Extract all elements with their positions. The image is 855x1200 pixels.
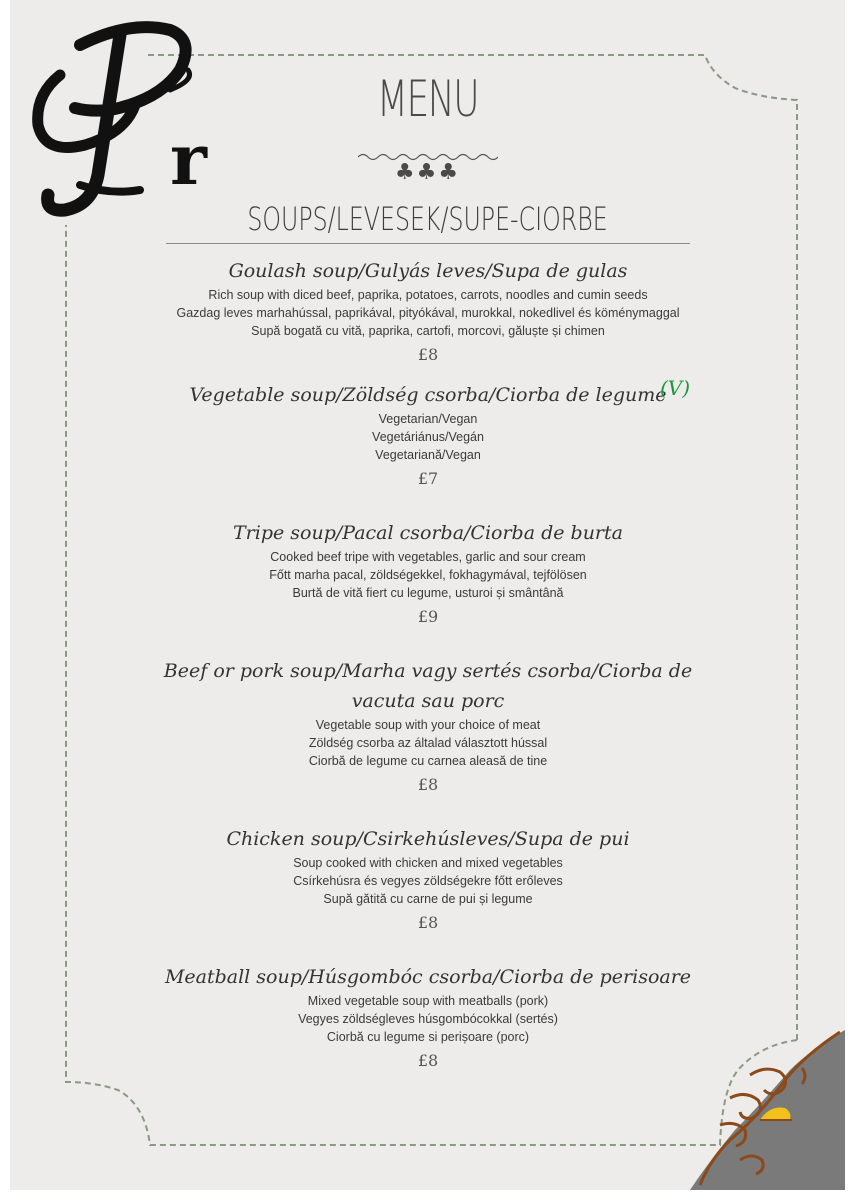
item-desc-line: Vegetarian/Vegan xyxy=(378,412,478,426)
item-desc-line: Supă gătită cu carne de pui și legume xyxy=(323,892,533,906)
item-name: Meatball soup/Húsgombóc csorba/Ciorba de perisoare xyxy=(164,966,692,988)
item-price: £9 xyxy=(417,607,439,626)
item-desc-line: Rich soup with diced beef, paprika, potatoes, carrots, noodles and cumin seeds xyxy=(208,288,648,302)
item-name: Beef or pork soup/Marha vagy sertés csorba/Ciorba de vacuta sau porc xyxy=(163,660,693,712)
item-desc-line: Mixed vegetable soup with meatballs (pork) xyxy=(307,994,549,1008)
item-desc-line: Ciorbă cu legume si perișoare (porc) xyxy=(326,1030,530,1044)
item-desc-line: Zöldség csorba az általad választott hússal xyxy=(308,736,548,750)
item-desc-line: Vegetable soup with your choice of meat xyxy=(315,718,541,732)
menu-item xyxy=(150,656,706,794)
logo-letter: r xyxy=(170,118,207,201)
item-name: Vegetable soup/Zöldség csorba/Ciorba de legume xyxy=(189,384,667,406)
item-price: £8 xyxy=(417,775,439,794)
menu-item xyxy=(150,518,706,626)
item-desc-line: Főtt marha pacal, zöldségekkel, fokhagymával, tejfölösen xyxy=(269,568,587,582)
item-name: Goulash soup/Gulyás leves/Supa de gulas xyxy=(228,260,628,282)
item-price: £8 xyxy=(417,1051,439,1070)
vegetarian-badge: (V) xyxy=(660,376,691,400)
item-desc-line: Vegetariană/Vegan xyxy=(375,448,481,462)
section-rule xyxy=(166,243,690,244)
item-name: Chicken soup/Csirkehúsleves/Supa de pui xyxy=(226,828,630,850)
menu-item xyxy=(150,256,706,364)
item-desc-line: Burtă de vită fiert cu legume, usturoi și smântână xyxy=(292,586,564,600)
section-title: SOUPS/LEVESEK/SUPE-CIORBE xyxy=(247,200,608,238)
item-desc-line: Gazdag leves marhahússal, paprikával, pityókával, murokkal, nokedlivel és köménymaggal xyxy=(176,306,680,320)
item-desc-line: Ciorbă de legume cu carnea aleasă de tine xyxy=(308,754,548,768)
item-desc-line: Vegetáriánus/Vegán xyxy=(372,430,484,444)
menu-title: MENU xyxy=(376,70,479,128)
clubs-ornament: ♣♣♣ xyxy=(394,160,461,185)
item-desc-line: Supă bogată cu vită, paprika, cartofi, morcovi, găluște și chimen xyxy=(251,324,605,338)
item-desc-line: Cooked beef tripe with vegetables, garlic and sour cream xyxy=(270,550,586,564)
menu-item xyxy=(150,380,706,488)
item-desc-line: Vegyes zöldségleves húsgombócokkal (sertés) xyxy=(298,1012,558,1026)
item-price: £7 xyxy=(417,469,439,488)
corner-ornament xyxy=(690,1020,845,1200)
item-price: £8 xyxy=(417,345,439,364)
menu-item xyxy=(150,962,706,1070)
item-price: £8 xyxy=(417,913,439,932)
item-desc-line: Csírkehúsra és vegyes zöldségekre főtt erőleves xyxy=(293,874,563,888)
item-name: Tripe soup/Pacal csorba/Ciorba de burta xyxy=(233,522,623,544)
menu-item xyxy=(150,824,706,932)
item-desc-line: Soup cooked with chicken and mixed vegetables xyxy=(293,856,563,870)
